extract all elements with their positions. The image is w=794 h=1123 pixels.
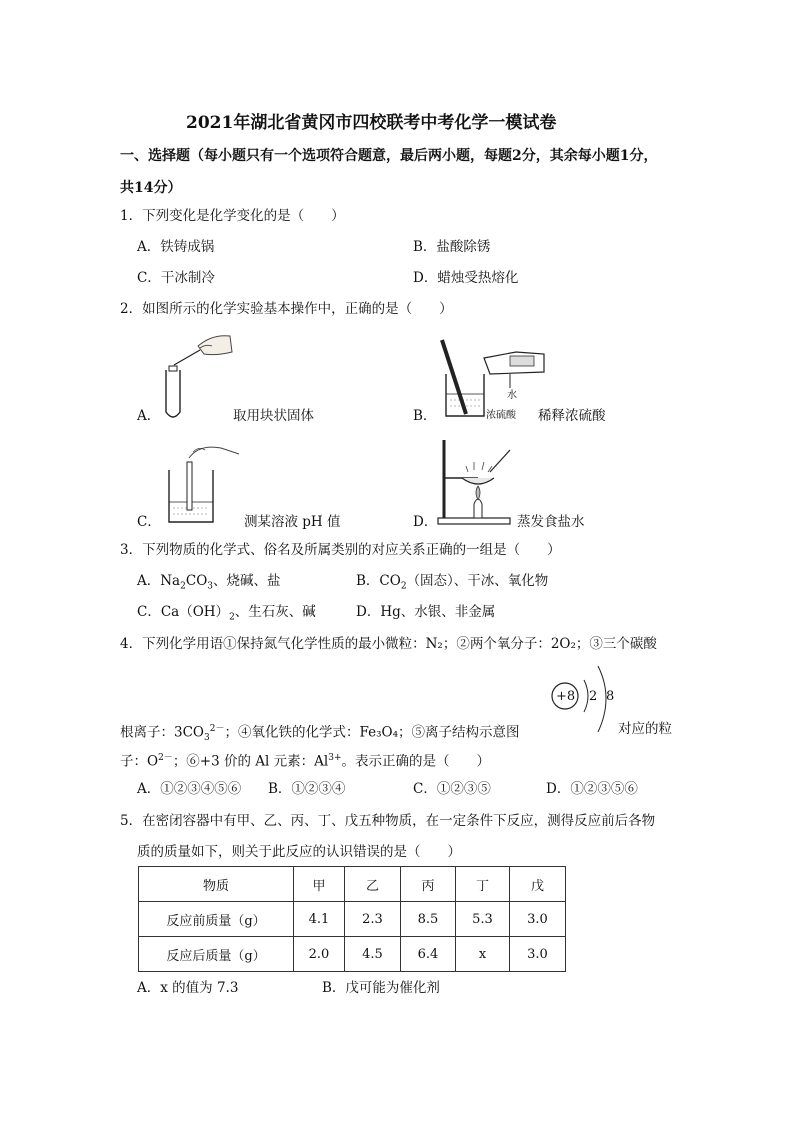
page-title: 2021年湖北省黄冈市四校联考中考化学一模试卷 (186, 113, 557, 133)
test-tube-solid-icon (160, 330, 240, 420)
q1-option-a[interactable]: A．铁铸成锅 (137, 239, 215, 255)
table-header-cell: 乙 (345, 867, 401, 902)
table-header-cell: 丙 (401, 867, 456, 902)
table-row (139, 937, 566, 972)
q3-b-sub1: 2 (400, 581, 407, 592)
q4-option-b[interactable]: B．①②③④ (268, 781, 346, 797)
q3-option-c[interactable] (137, 603, 316, 627)
q3-b-part2: （固态）、干冰、氧化物 (406, 573, 549, 589)
q1-option-b[interactable]: B．盐酸除锈 (413, 239, 491, 255)
q3-c-sub1: 2 (229, 612, 235, 623)
q4-option-c[interactable]: C．①②③⑤ (413, 781, 491, 797)
q3-a-part1: A．Na (137, 573, 181, 589)
q2-option-c-caption: 测某溶液 pH 值 (244, 514, 341, 530)
table-cell: 2.0 (294, 937, 345, 972)
table-cell: 5.3 (456, 902, 510, 937)
q4-l3-sup1: 2－ (158, 753, 173, 763)
q3-option-b[interactable] (356, 572, 548, 596)
q4-l3-part3: 。表示正确的是（ ） (341, 753, 491, 770)
table-header-cell: 甲 (294, 867, 345, 902)
table-cell: 反应前质量（g） (139, 902, 294, 937)
q5-option-b[interactable]: B．戊可能为催化剂 (322, 980, 440, 996)
table-cell: x (456, 937, 510, 972)
q4-l2-part2: ；④氧化铁的化学式：Fe₃O₄；⑤离子结构示意图 (224, 724, 520, 741)
q3-stem: 3．下列物质的化学式、俗名及所属类别的对应关系正确的一组是（ ） (120, 542, 561, 558)
q1-option-c[interactable]: C．干冰制冷 (137, 270, 215, 286)
table-header-cell: 戊 (510, 867, 566, 902)
beaker-ph-test-icon (165, 442, 245, 527)
ion-nucleus-label: +8 (556, 689, 576, 704)
q4-l2-sup: 2－ (209, 724, 225, 734)
q1-stem: 1．下列变化是化学变化的是（ ） (120, 208, 345, 224)
q3-a-part3: 、烧碱、盐 (213, 573, 281, 589)
table-cell: 2.3 (345, 902, 401, 937)
table-cell: 反应后质量（g） (139, 937, 294, 972)
q1-option-d[interactable]: D．蜡烛受热熔化 (413, 270, 519, 286)
q2-option-a-caption: 取用块状固体 (233, 408, 314, 424)
q3-option-a[interactable] (137, 572, 281, 596)
table-cell: 8.5 (401, 902, 456, 937)
q2-option-b-letter[interactable]: B． (413, 408, 437, 424)
table-cell: 3.0 (510, 902, 566, 937)
q3-c-part1: C．Ca（OH） (137, 604, 230, 620)
q4-option-d[interactable]: D．①②③⑤⑥ (546, 781, 638, 797)
table-cell: 3.0 (510, 937, 566, 972)
q5-option-a[interactable]: A．x 的值为 7.3 (137, 980, 239, 996)
q3-a-part2: CO (185, 573, 208, 589)
q2-option-d-caption: 蒸发食盐水 (517, 514, 585, 530)
section-header-line2: 共14分） (120, 180, 182, 196)
q2-b-label-water: 水 (507, 390, 517, 401)
q4-l2-sub: 3 (204, 733, 210, 744)
q3-b-part1: B．CO (356, 573, 401, 589)
evaporation-setup-icon (438, 438, 523, 528)
q2-option-b-caption: 稀释浓硫酸 (538, 408, 606, 424)
q2-stem: 2．如图所示的化学实验基本操作中，正确的是（ ） (120, 301, 453, 317)
section-header-line1: 一、选择题（每小题只有一个选项符合题意，最后两小题，每题2分，其余每小题1分， (120, 148, 658, 164)
q4-l3-part2: ；⑥+3 价的 Al 元素：Al (172, 753, 329, 770)
q4-line-3 (120, 749, 490, 771)
q2-b-label-acid: 浓硫酸 (486, 410, 516, 421)
q4-line-2 (120, 720, 519, 747)
q3-a-sub1: 2 (180, 581, 186, 592)
q4-stem: 4．下列化学用语①保持氮气化学性质的最小微粒：N₂；②两个氧分子：2O₂；③三个碳酸 (120, 636, 657, 652)
q2-option-d-letter[interactable]: D． (413, 514, 438, 530)
q3-c-part2: 、生石灰、碱 (234, 604, 316, 620)
q4-l3-part1: 子：O (120, 753, 159, 770)
table-cell: 4.1 (294, 902, 345, 937)
q5-stem-line1: 5．在密闭容器中有甲、乙、丙、丁、戊五种物质，在一定条件下反应，测得反应前后各物 (120, 813, 656, 829)
table-header-cell: 丁 (456, 867, 510, 902)
q4-line-2-tail: 对应的粒 (618, 721, 672, 737)
q2-option-c-letter[interactable]: C． (137, 514, 161, 530)
q2-option-a-letter[interactable]: A． (137, 408, 161, 424)
q4-l3-sup2: 3+ (328, 753, 342, 763)
q4-option-a[interactable]: A．①②③④⑤⑥ (137, 781, 242, 797)
q4-l2-part1: 根离子：3CO (120, 724, 204, 741)
ion-shell-1-label: 2 (589, 689, 598, 704)
table-header-row (139, 867, 566, 902)
q3-a-sub2: 3 (207, 581, 213, 592)
ion-shell-2-label: 8 (606, 689, 615, 704)
mass-data-table (138, 866, 566, 972)
table-header-cell: 物质 (139, 867, 294, 902)
table-cell: 4.5 (345, 937, 401, 972)
table-cell: 6.4 (401, 937, 456, 972)
table-row (139, 902, 566, 937)
q3-option-d[interactable]: D．Hg、水银、非金属 (356, 604, 496, 620)
q5-stem-line2: 质的质量如下，则关于此反应的认识错误的是（ ） (137, 844, 461, 860)
